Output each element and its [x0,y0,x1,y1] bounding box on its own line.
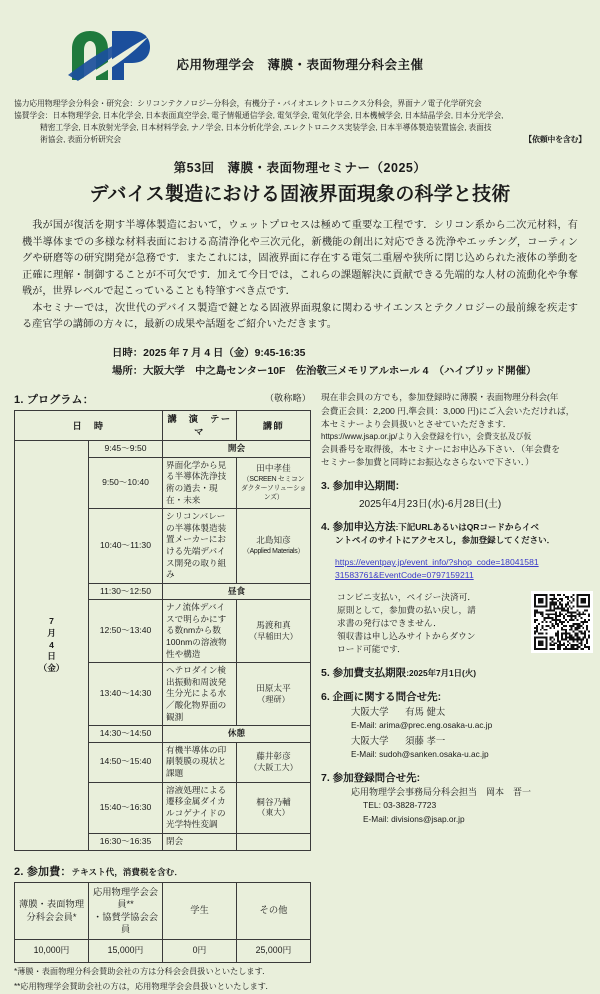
section4-body-line-2: ントペイのサイトにアクセスし，参加登録してください． [335,535,556,546]
section5-body: 2025年7月1日(火) [408,668,477,679]
page-header [0,0,600,80]
contact-1-email[interactable]: arima@prec.eng.osaka-u.ac.jp [379,720,493,731]
section6-heading: 6. 企画に関する問合せ先: [321,691,442,704]
day-char: （金） [38,662,65,673]
program-theme-cell: 閉会 [163,833,237,850]
table-row [15,441,311,458]
sponsor-line-1: 協力応用物理学会分科会・研究会：シリコンテクノロジー分科会，有機分子・バイオエレクトロニクス分科会，界面ナノ電子化学研究会 [14,99,482,108]
section-payment-deadline [321,665,593,680]
section7-tel: TEL: 03-3828-7723 [363,800,437,811]
section5-heading: 5. 参加費支払期限 [321,667,407,680]
program-time-cell: 16:30～16:35 [89,833,163,850]
contact-1-person: 有馬 健太 [405,706,446,718]
section7-email-row [321,813,593,826]
program-theme-cell: シリコンバレーの半導体製造装置メーカーにおける先端デバイス開発の取り組み [163,509,237,584]
section5-sep: : [406,668,409,679]
eventpay-url-block[interactable] [321,556,593,582]
program-time-cell: 9:50～10:40 [89,457,163,508]
eventpay-url-line-2: 31583761&EventCode=0797159211 [335,570,474,581]
program-speaker-cell [237,663,311,726]
contact-2-email-label: E-Mail: [351,748,377,759]
fee-table [14,882,311,963]
program-heading: 1. プログラム： [14,394,94,407]
fee-value-cell: 15,000円 [89,939,163,962]
speaker-affiliation: （理研） [257,694,290,704]
section7-email-label: E-Mail: [363,813,389,824]
program-time-cell: 10:40～11:30 [89,509,163,584]
abstract-block [22,218,578,334]
payment-line-4: 領収書は申し込みサイトからダウン [337,631,476,642]
membership-note-line-6: セミナー参加費と同時にお振込なさらないで下さい．） [321,457,534,468]
membership-note [321,391,593,469]
payment-line-3: 求書の発行はできません． [337,618,442,629]
fee-heading-note: テキスト代，消費税を含む． [71,866,183,877]
contact-1-email-row [321,719,593,732]
section-application-method [321,519,593,656]
contact-1-org: 大阪大学 [351,706,389,718]
program-theme-cell: 休憩 [163,726,311,743]
speaker-affiliation: （早稲田大） [249,631,298,641]
fee-column-header: 薄膜・表面物理 分科会会員* [15,882,89,939]
fee-note-1: *薄膜・表面物理分科会賛助会社の方は分科会会員扱いといたします． [14,966,271,976]
membership-note-line-5: 会員番号を取得後，本セミナーにお申込み下さい．（年会費を [321,444,560,454]
honorific-note: （敬称略） [264,393,311,404]
fee-value-cell: 10,000円 [15,939,89,962]
column-header-speaker: 講師 [237,411,311,441]
contact-2-person: 須藤 孝一 [405,734,446,746]
abstract-paragraph-1: 我が国が復活を期す半導体製造において，ウェットプロセスは極めて重要な工程です．シリコン系から二次元材料，有機半導体までの多様な材料表面における高清浄化や三次元化，新機能の創出に対応できる洗浄やエッチング，コーティングや研磨等の研究開発が急務です．またこれには，固液界面に存在する電気二重層や狭所に閉じ込められた液体の挙動を正確に理解・制御することが不可欠です．加えて今日では，これらの課題解決に貢献できる先端的な人材の流動化や争奪戦が，世界レベルで起こっていることも特筆すべき点です． [22,220,578,298]
day-char: 4 [49,639,54,650]
abstract-paragraph-2: 本セミナーでは，次世代のデバイス製造で鍵となる固液界面現象に関わるサイエンスとテクノロジーの最前線を疾走する産官学の講師の方々に，最新の成果や話題をご紹介いただきます。 [22,302,578,331]
event-venue: 場所：大阪大学 中之島センター10F 佐治敬三メモリアルホール 4 （ハイブリッド開催） [112,366,537,378]
seminar-number: 第53回 薄膜・表面物理セミナー（2025） [173,161,427,176]
program-time-cell: 14:30～14:50 [89,726,163,743]
program-time-cell: 13:40～14:30 [89,663,163,726]
contact-2-org: 大阪大学 [351,734,389,746]
membership-note-line-2: 会費正会員：2,200 円,準会員：3,000 円)にご入会いただければ， [321,405,575,416]
section4-sep: : [395,523,399,533]
program-theme-cell: ナノ流体デバイスで明らかにする数nmから数100nmの溶液物性や構造 [163,600,237,663]
contact-2 [321,733,593,748]
event-details [112,345,600,381]
program-day-cell [15,441,89,850]
fee-column-header: 学生 [163,882,237,939]
program-table-header-row [15,411,311,441]
fee-block [14,863,311,994]
eventpay-url-link[interactable] [335,557,539,580]
program-theme-cell: 界面化学から見る半導体洗浄技術の過去・現在・未来 [163,457,237,508]
sponsor-request-note: 【依頼中を含む】 [524,135,586,145]
membership-note-line-3: 本セミナーより会員扱いとさせていただきます． [321,418,512,429]
speaker-name: 田中孝佳 [256,463,291,474]
section7-org-line: 応用物理学会事務局分科会担当 岡本 晋一 [351,786,532,797]
membership-note-line-4: https://www.jsap.or.jp/より入会登録を行い，会費支払及び仮 [321,431,532,441]
program-theme-cell: 開会 [163,441,311,458]
program-time-cell: 12:50～13:40 [89,600,163,663]
fee-note-2: **応用物理学会賛助会社の方は，応用物理学会会員扱いといたします． [14,982,274,992]
speaker-affiliation: （大阪工大） [249,762,298,772]
section-application-period [321,478,593,510]
host-organization: 応用物理学会 薄膜・表面物理分科会主催 [176,58,424,72]
speaker-name: 藤井彰彦 [256,750,291,761]
speaker-name: 桐谷乃輔 [256,796,291,807]
program-theme-cell: ヘテロダイン検出振動和周波発生分光による水／酸化物界面の観測 [163,663,237,726]
fee-value-cell: 0円 [163,939,237,962]
program-time-cell: 15:40～16:30 [89,782,163,833]
section3-heading: 3. 参加申込期間: [321,480,400,493]
day-char: 月 [47,627,56,638]
speaker-affiliation: （SCREEN セミコンダクターソリューションズ） [240,475,306,502]
fee-table-value-row [15,939,311,962]
program-table [14,410,311,850]
section3-body: 2025年4月23日(水)-6月28日(土) [359,499,502,511]
sponsors-block [14,98,586,146]
section-registration-contact [321,770,593,826]
payment-info-row [321,591,593,656]
right-column [321,391,593,994]
program-speaker-cell [237,833,311,850]
contact-2-email[interactable]: sudoh@sanken.osaka-u.ac.jp [379,748,489,759]
qr-code[interactable] [531,591,593,653]
payment-notes [321,591,525,656]
speaker-affiliation: （東大） [257,808,290,818]
speaker-name: 馬渡和真 [256,620,291,631]
program-speaker-cell [237,742,311,782]
payment-line-1: コンビニ支払い，ペイジー決済可． [337,591,476,602]
day-char: 7 [49,616,54,627]
speaker-name: 北島知彦 [256,535,291,546]
day-char: 日 [47,651,56,662]
left-column [14,391,311,994]
program-time-cell: 9:45～9:50 [89,441,163,458]
sponsor-line-4: 術協会, 表面分析研究会 [40,135,122,145]
page-title: デバイス製造における固液界面現象の科学と技術 [89,184,511,206]
contact-2-email-row [321,748,593,761]
fee-column-header: 応用物理学会会員** ・協賛学協会会員 [89,882,163,939]
program-theme-cell: 昼食 [163,583,311,600]
contact-1-email-label: E-Mail: [351,720,377,731]
membership-note-line-1: 現在非会員の方でも，参加登録時に薄膜・表面物理分科会(年 [321,392,559,403]
event-datetime: 日時：2025 年 7 月 4 日（金）9:45-16:35 [112,347,306,359]
column-header-theme: 講 演 テーマ [163,411,237,441]
program-theme-cell: 有機半導体の印刷製膜の現状と課題 [163,742,237,782]
fee-heading-row [14,863,311,879]
section7-heading: 7. 参加登録問合せ先: [321,771,421,784]
program-speaker-cell [237,600,311,663]
content-columns [0,391,600,994]
fee-column-header: その他 [237,882,311,939]
section7-email[interactable]: divisions@jsap.or.jp [391,813,465,824]
section4-heading: 4. 参加申込方法 [321,521,396,534]
program-heading-row [14,391,311,407]
payment-line-5: ロード可能です． [337,644,406,655]
program-time-cell: 11:30～12:50 [89,583,163,600]
sponsor-line-3: 精密工学会, 日本放射光学会, 日本材料学会, ナノ学会, 日本分析化学会, エレクトロニクス実装学会, 日本半導体製造装置協会, 表面技 [40,123,492,133]
column-header-time: 日 時 [15,411,163,441]
contact-1 [321,704,593,719]
speaker-affiliation: （Applied Materials） [243,548,304,556]
section-planning-contact [321,689,593,761]
program-speaker-cell [237,509,311,584]
program-time-cell: 14:50～15:40 [89,742,163,782]
program-speaker-cell [237,457,311,508]
speaker-name: 田原太平 [256,682,291,693]
eventpay-url-line-1: https://eventpay.jp/event_info/?shop_code=18041581 [335,557,539,568]
sponsor-line-2: 協賛学会：日本物理学会, 日本化学会, 日本表面真空学会, 電子情報通信学会, 電気学会, 電気化学会, 日本機械学会, 日本結晶学会, 日本分光学会, [14,111,504,121]
payment-line-2: 原則として，参加費の払い戻し，請 [337,605,476,616]
fee-value-cell: 25,000円 [237,939,311,962]
fee-heading: 2. 参加費： [14,865,72,878]
section4-body-line-1: 下記URLあるいはQRコードからイベ [398,522,539,533]
program-speaker-cell [237,782,311,833]
section5-heading-row [321,665,593,680]
section4-heading-row [321,519,593,534]
program-theme-cell: 溶液処理による遷移金属ダイカルコゲナイドの光学特性変調 [163,782,237,833]
fee-table-header-row [15,882,311,939]
